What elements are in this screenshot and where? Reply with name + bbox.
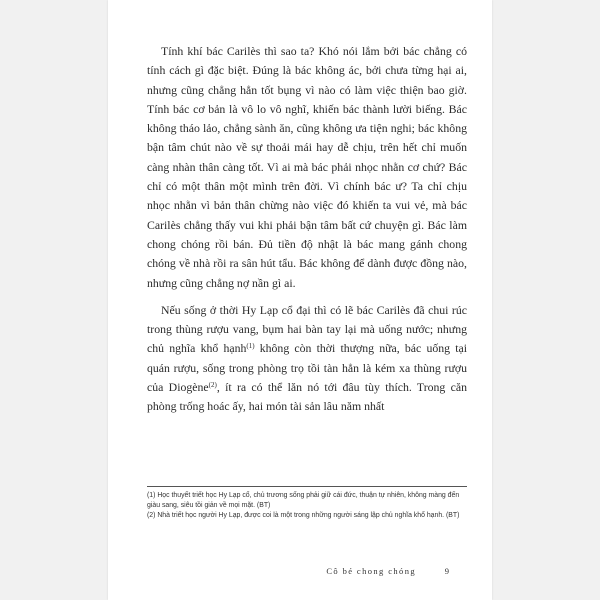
paragraph-2-part-a: Nếu sống ở thời Hy Lạp cổ đại thì có lẽ bác Carilès đã chui rúc trong thùng rượu vang, bụm hai bàn tay lại mà uống nước; nhưng chủ nghĩa khổ hạnh [147, 302, 467, 356]
footnote-1: (1) Học thuyết triết học Hy Lạp cổ, chủ trương sống phải giữ cái đức, thuận tự nhiên, không màng đến giàu sang, siêu tồi giản về mọi mặt. (BT) [147, 492, 460, 509]
paragraph-1: Tính khí bác Carilès thì sao ta? Khó nói lắm bởi bác chẳng có tính cách gì đặc biệt. Đúng là bác không ác, bởi chưa từng hại ai, nhưng cũng chẳng hẳn tốt bụng vì nào có làm việc thiện bao giờ. Tính bác cơ bản là vô lo vô nghĩ, khiến bác thành lười biếng. Bác không tháo lảo, chẳng sành ăn, cũng không ưa tiện nghi; bác không bận tâm chút nào về sự thoải mái hay dễ chịu, trên hết chỉ muốn càng nhàn thân càng tốt. Vì ai mà bác phải nhọc nhằn cơ chứ? Bác chỉ có một thân một mình trên đời. Vì chính bác ư? Ta chỉ chịu nhọc nhằn vì bản thân chừng nào việc đó khiến ta vui vẻ, mà bác Carilès chẳng thấy vui khi phải bận tâm bất cứ chuyện gì. Bác làm chong chóng rồi bán. Đủ tiền độ nhật là bác mang gánh chong chóng về nhà rồi ra sân hút tẩu. Bác không để dành được đồng nào, nhưng cũng chẳng nợ nần gì ai. [147, 44, 467, 290]
footnote-2: (2) Nhà triết học người Hy Lạp, được coi là một trong những người sáng lập chủ nghĩa khổ hạnh. (BT) [147, 512, 460, 519]
paragraph-2-part-b: không còn thời thượng nữa, bác uống tại quán rượu, sống trong phòng trọ tồi tàn hẳn là kém xa thùng rượu của Diogène [147, 341, 467, 395]
book-page [108, 0, 492, 600]
footnote-ref-2: (2) [208, 381, 217, 390]
book-title: Cô bé chong chóng [326, 566, 416, 576]
paragraph-2 [147, 301, 467, 417]
page-number: 9 [444, 566, 449, 576]
footnote-divider [147, 486, 467, 487]
paragraph-2-part-c: , ít ra có thể lăn nó tới đâu tùy thích. Trong căn phòng trống hoác ấy, hai món tài sản lâu năm nhất [147, 380, 467, 414]
footnote-ref-1: (1) [246, 342, 255, 351]
footnotes [147, 491, 467, 521]
body-text [147, 42, 467, 425]
